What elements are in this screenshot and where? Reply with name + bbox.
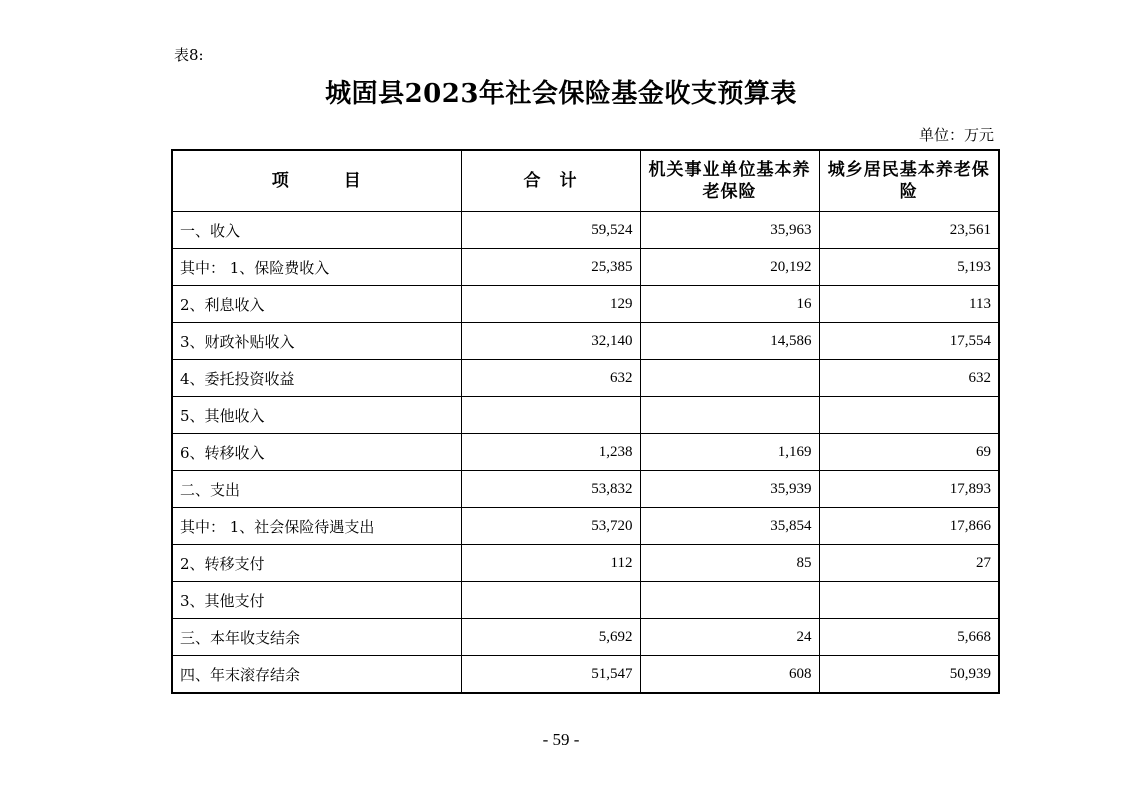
row-label: 2、利息收入: [172, 286, 461, 323]
row-total-value: 632: [461, 360, 640, 397]
row-resident-pension-value: [819, 582, 999, 619]
table-row: [172, 545, 999, 582]
document-title: 城固县2023年社会保险基金收支预算表: [325, 79, 797, 109]
row-government-pension-value: 35,854: [640, 508, 819, 545]
row-label: 其中： 1、保险费收入: [172, 249, 461, 286]
row-label: 3、财政补贴收入: [172, 323, 461, 360]
column-header-resident-pension: 城乡居民基本养老保险: [819, 150, 999, 212]
row-label: 3、其他支付: [172, 582, 461, 619]
table-row: [172, 619, 999, 656]
row-resident-pension-value: 17,893: [819, 471, 999, 508]
table-row: [172, 471, 999, 508]
row-total-value: 112: [461, 545, 640, 582]
row-label: 4、委托投资收益: [172, 360, 461, 397]
table-row: [172, 212, 999, 249]
row-total-value: 129: [461, 286, 640, 323]
row-total-value: 59,524: [461, 212, 640, 249]
row-government-pension-value: [640, 582, 819, 619]
row-government-pension-value: 35,939: [640, 471, 819, 508]
table-row: [172, 286, 999, 323]
row-label: 2、转移支付: [172, 545, 461, 582]
row-resident-pension-value: 5,193: [819, 249, 999, 286]
table-row: [172, 508, 999, 545]
budget-table: [171, 149, 1000, 694]
table-row: [172, 397, 999, 434]
row-total-value: 1,238: [461, 434, 640, 471]
row-total-value: 5,692: [461, 619, 640, 656]
row-label: 6、转移收入: [172, 434, 461, 471]
column-header-government-pension: 机关事业单位基本养老保险: [640, 150, 819, 212]
row-resident-pension-value: 27: [819, 545, 999, 582]
row-government-pension-value: [640, 397, 819, 434]
row-resident-pension-value: 69: [819, 434, 999, 471]
row-label: 一、收入: [172, 212, 461, 249]
row-government-pension-value: 24: [640, 619, 819, 656]
table-row: [172, 360, 999, 397]
row-government-pension-value: 16: [640, 286, 819, 323]
row-government-pension-value: 35,963: [640, 212, 819, 249]
row-label: 四、年末滚存结余: [172, 656, 461, 694]
row-total-value: 25,385: [461, 249, 640, 286]
row-resident-pension-value: [819, 397, 999, 434]
column-header-item: 项 目: [172, 150, 461, 212]
row-total-value: 51,547: [461, 656, 640, 694]
row-government-pension-value: 85: [640, 545, 819, 582]
table-row: [172, 656, 999, 694]
row-label: 5、其他收入: [172, 397, 461, 434]
row-resident-pension-value: 50,939: [819, 656, 999, 694]
table-number-label: 表8:: [174, 46, 204, 64]
row-total-value: [461, 582, 640, 619]
row-total-value: [461, 397, 640, 434]
row-total-value: 53,832: [461, 471, 640, 508]
row-government-pension-value: 608: [640, 656, 819, 694]
row-resident-pension-value: 23,561: [819, 212, 999, 249]
row-label: 其中： 1、社会保险待遇支出: [172, 508, 461, 545]
table-header-row: [172, 150, 999, 212]
unit-label: 单位：万元: [918, 126, 994, 144]
row-government-pension-value: 1,169: [640, 434, 819, 471]
row-total-value: 32,140: [461, 323, 640, 360]
row-resident-pension-value: 17,866: [819, 508, 999, 545]
row-resident-pension-value: 5,668: [819, 619, 999, 656]
row-total-value: 53,720: [461, 508, 640, 545]
row-resident-pension-value: 632: [819, 360, 999, 397]
table-row: [172, 582, 999, 619]
row-government-pension-value: 14,586: [640, 323, 819, 360]
table-row: [172, 249, 999, 286]
row-resident-pension-value: 113: [819, 286, 999, 323]
row-government-pension-value: [640, 360, 819, 397]
row-government-pension-value: 20,192: [640, 249, 819, 286]
table-body: [172, 212, 999, 694]
page-number: - 59 -: [542, 730, 580, 749]
row-label: 二、支出: [172, 471, 461, 508]
column-header-total: 合 计: [461, 150, 640, 212]
table-row: [172, 323, 999, 360]
table-row: [172, 434, 999, 471]
row-resident-pension-value: 17,554: [819, 323, 999, 360]
row-label: 三、本年收支结余: [172, 619, 461, 656]
